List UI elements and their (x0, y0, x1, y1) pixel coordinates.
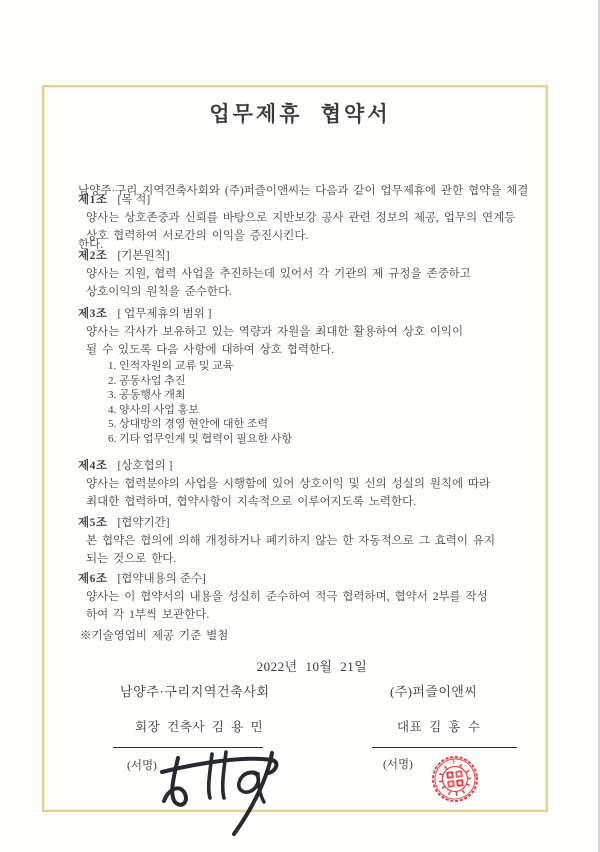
article-4 (78, 457, 532, 511)
list-item: 2. 공동사업 추진 (108, 374, 186, 387)
article-line: 최대한 협력하며, 협약사항이 지속적으로 이루어지도록 노력한다. (86, 496, 417, 508)
list-item: 1. 인적자원의 교류 및 교육 (108, 360, 234, 372)
article-line: 되는 것으로 한다. (86, 553, 177, 565)
party-left-org-name: 남양주·구리지역건축사회 (120, 684, 270, 699)
red-corporate-seal-stamp (428, 752, 483, 807)
article-number: 제5조 (78, 517, 108, 529)
article-subject: [목 적] (117, 194, 151, 206)
article-3 (78, 305, 532, 447)
article-line: 하여 각 1부씩 보관한다. (86, 609, 210, 621)
article-6 (78, 570, 532, 624)
list-item: 6. 기타 업무인계 및 협력이 필요한 사항 (108, 432, 293, 445)
article-line: 양사는 이 협약서의 내용을 성실히 준수하여 적극 협력하며, 협약서 2부를 작성 (86, 591, 488, 603)
article-2 (78, 247, 532, 301)
sign-here-label-left: (서명) (127, 760, 157, 772)
article-line: 될 수 있도록 다음 사항에 대하여 상호 협력한다. (86, 344, 335, 356)
article-heading (78, 514, 532, 532)
article-heading (78, 570, 532, 588)
handwritten-signature (160, 744, 305, 840)
article-heading (78, 191, 532, 209)
list-item: 5. 상대방의 경영 현안에 대한 조력 (108, 418, 269, 431)
article-line: 양사는 상호존중과 신뢰를 바탕으로 지반보강 공사 관련 정보의 제공, 업무의 연계등 (86, 212, 516, 224)
party-right-org-name: (주)퍼즐이앤씨 (390, 684, 478, 699)
article-line: 상호이익의 원칙을 준수한다. (86, 286, 232, 298)
article-subject: [ 업무제휴의 범위 ] (117, 308, 212, 320)
article-number: 제3조 (78, 308, 108, 320)
seal-top-character: 3 (451, 759, 456, 766)
intro-line: 한다. (78, 239, 104, 251)
article-heading (78, 247, 532, 265)
article-line: 양사는 협력분야의 사업을 시행함에 있어 상호이익 및 신의 성실의 원칙에 따라 (86, 478, 491, 490)
agreement-date: 2022년 10월 21일 (256, 659, 368, 674)
article-subject: [협약내용의 준수] (117, 573, 206, 585)
signature-rule-right (372, 747, 517, 748)
party-left-signer-name: 회장 건축사 김 용 민 (135, 720, 264, 734)
article-subject: [협약기간] (117, 517, 170, 529)
article-1 (78, 191, 532, 245)
article-5 (78, 514, 532, 568)
list-item: 4. 양사의 사업 홍보 (108, 403, 199, 416)
scope-item-list (78, 359, 532, 447)
article-number: 제6조 (78, 573, 108, 585)
article-number: 제1조 (78, 194, 108, 206)
article-line: 양사는 각사가 보유하고 있는 역량과 자원을 최대한 활용하여 상호 이익이 (86, 326, 464, 338)
document-title: 업무제휴 협약서 (209, 102, 391, 126)
article-number: 제2조 (78, 250, 108, 262)
article-line: 양사는 지원, 협력 사업을 추진하는데 있어서 각 기관의 제 규정을 존중하고 (86, 268, 471, 280)
party-right-signer-name: 대표 김 홍 수 (397, 720, 481, 734)
sign-here-label-right: (서명) (383, 759, 413, 771)
article-subject: [상호협의 ] (117, 460, 173, 472)
list-item: 3. 공동행사 개최 (108, 389, 186, 402)
attachment-note: ※기술영업비 제공 기준 별첨 (80, 630, 229, 642)
article-heading (78, 305, 532, 323)
intro-line: 남양주·구리 지역건축사회와 (주)퍼즐이앤씨는 다음과 같이 업무제휴에 관한 협약을 체결 (78, 185, 529, 197)
article-line: 상호 협력하여 서로간의 이익을 증진시킨다. (86, 230, 309, 242)
article-heading (78, 457, 532, 475)
article-number: 제4조 (78, 460, 108, 472)
article-subject: [기본원칙] (117, 250, 170, 262)
article-line: 본 협약은 협의에 의해 개정하거나 폐기하지 않는 한 자동적으로 그 효력이 유지 (86, 535, 496, 547)
